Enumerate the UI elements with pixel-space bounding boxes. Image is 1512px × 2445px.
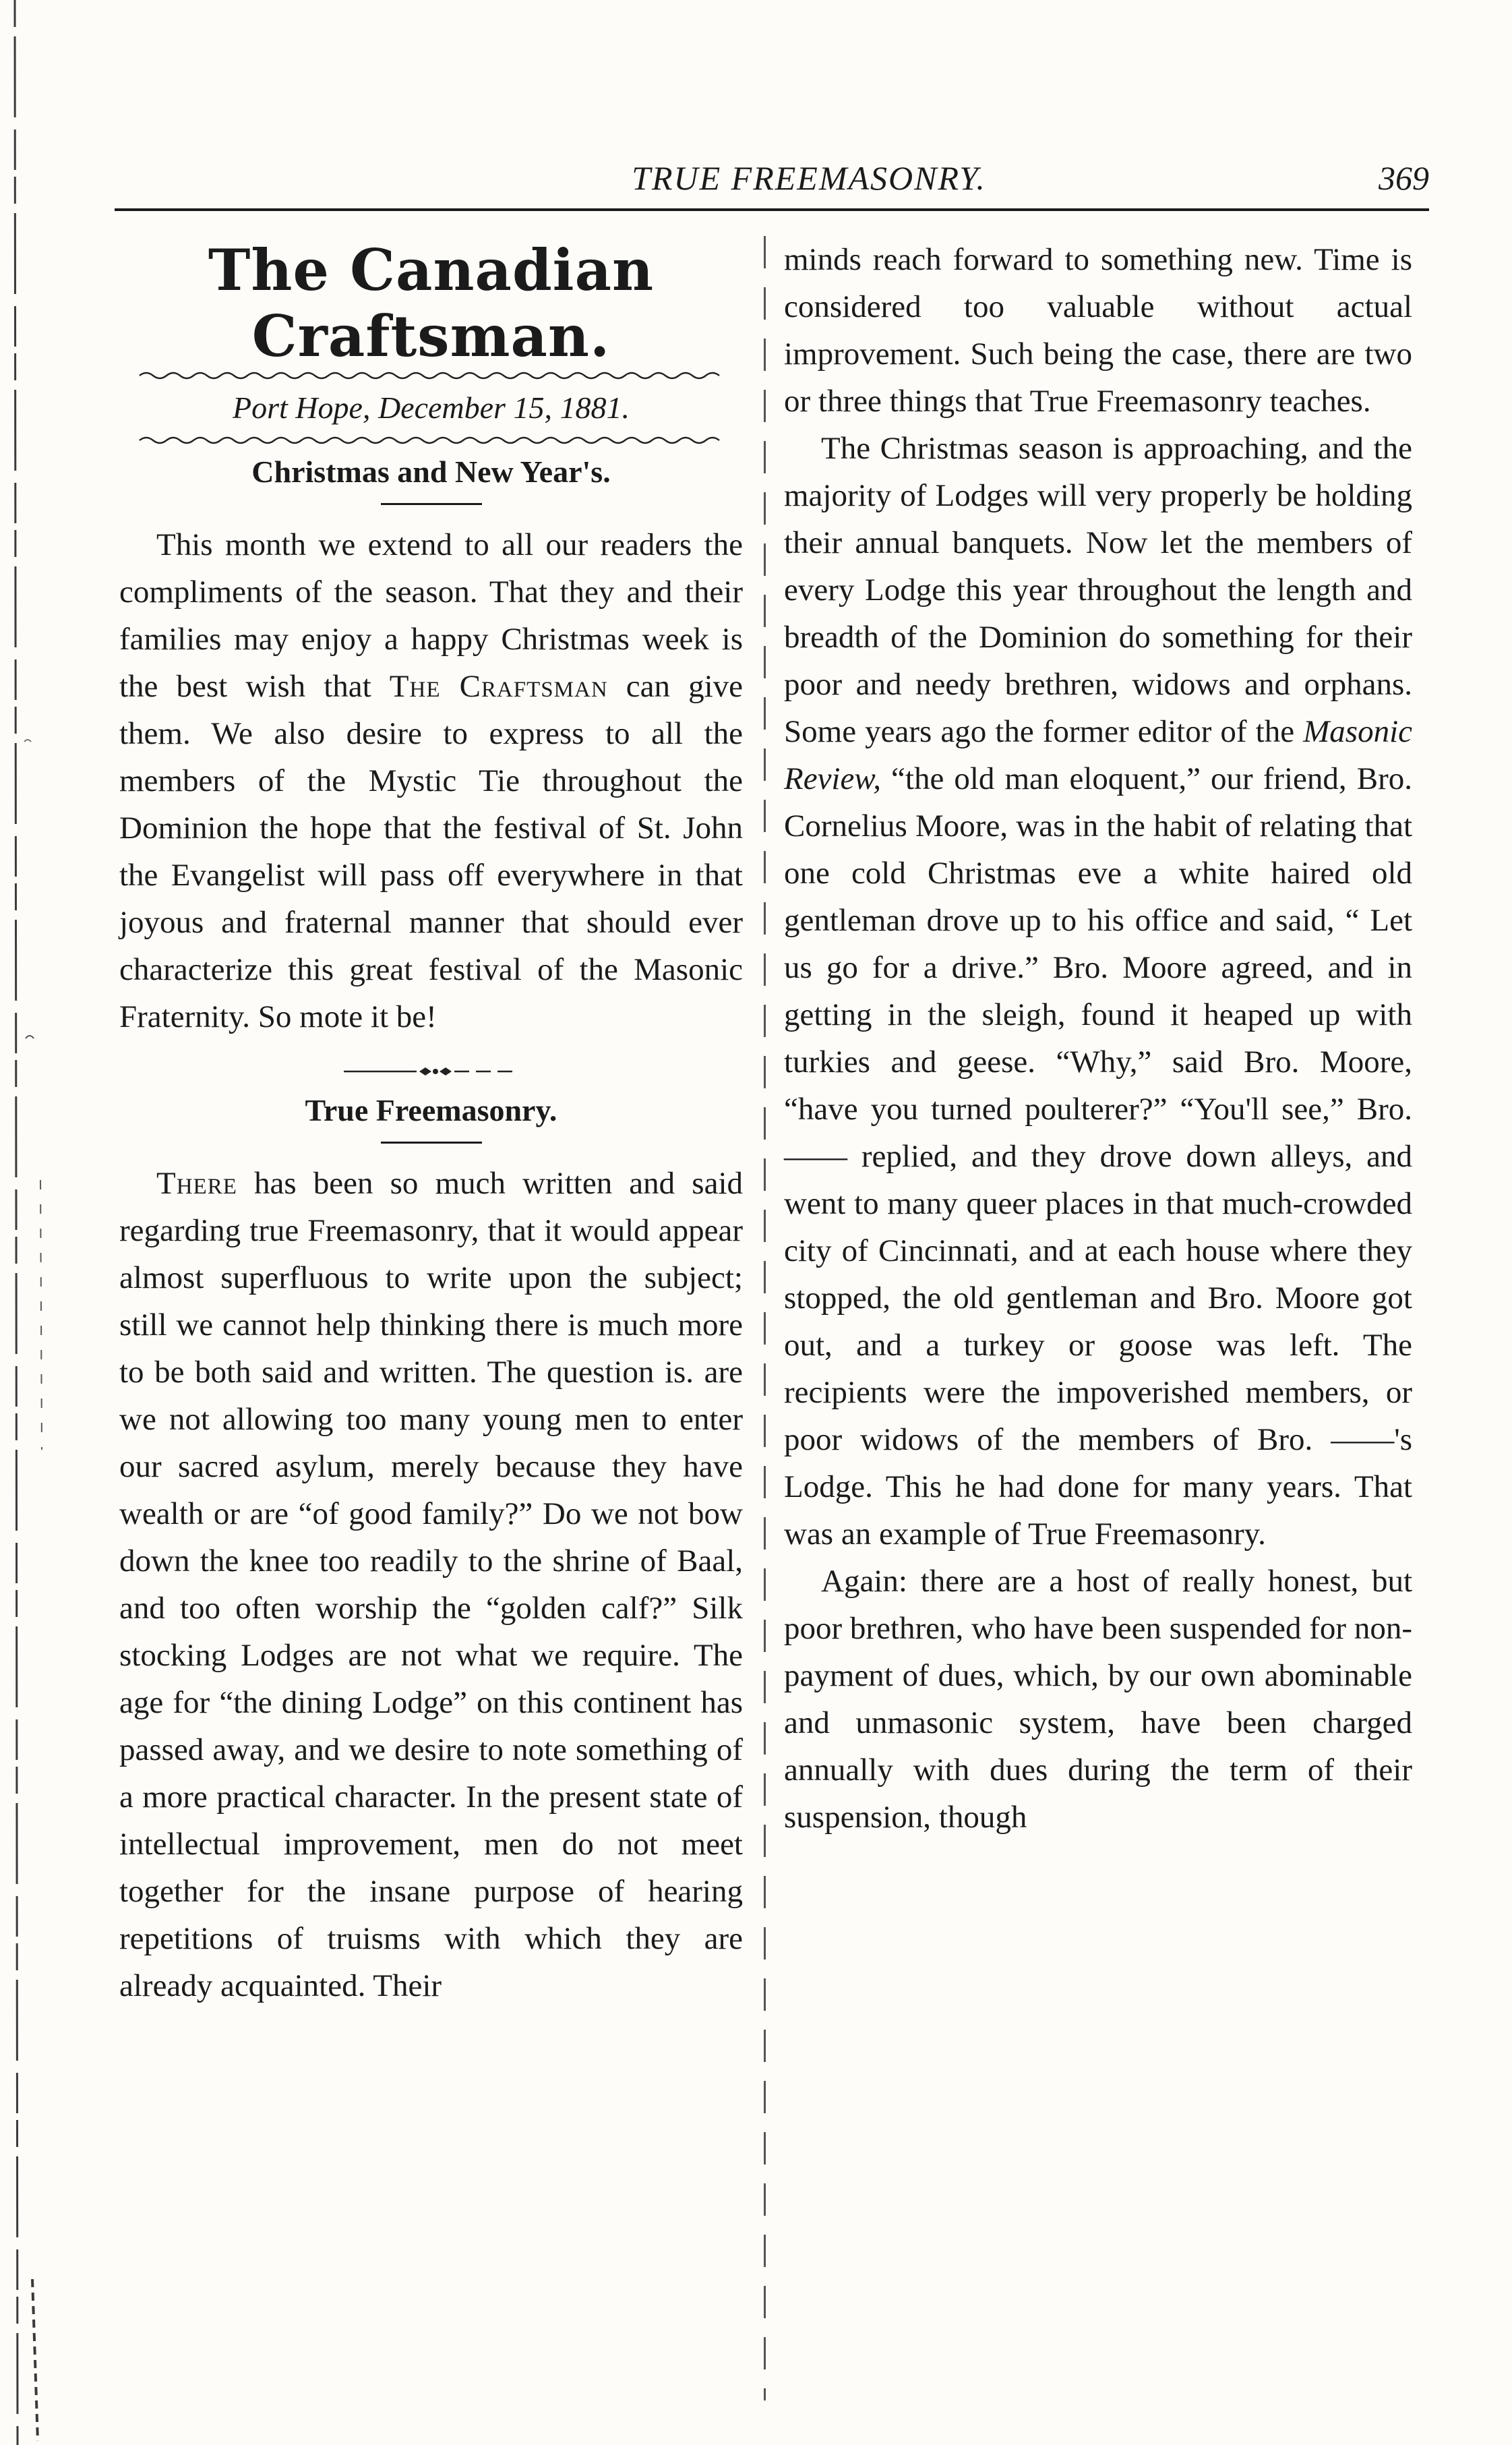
masthead-title: The Canadian Craftsman. — [208, 237, 655, 370]
article-title-christmas: Christmas and New Year's. — [251, 454, 611, 489]
text-run: has been so much written and said regarding true Freemasonry, that it would appear almost superfluous to write upon the subject; still we cannot help thinking there is much more to be both said and written. The question is. are we not allowing too many young men to enter our sacred asylum, merely because they have wealth or are “of good family?” Do we not bow down the knee too readily to the shrine of Baal, and too often worship the “golden calf?” Silk stocking Lodges are not what we require. The age for “the dining Lodge” on this continent has passed away, and we desire to note something of a more practical character. In the present state of intellectual improvement, men do not meet together for the insane purpose of hearing repetitions of truisms with which they are already acquainted. Their — [119, 1166, 743, 2003]
paragraph-continuation: minds reach forward to something new. Time is considered too valuable without actual improvement. Such being the case, there are two or three things that True Freemasonry teaches. — [784, 242, 1412, 419]
running-head — [115, 152, 1429, 212]
masonic-review-italic: Masonic Review, — [784, 714, 1412, 796]
text-run: can give them. We also desire to express to all the members of the Mystic Tie throughout the Dominion the hope that the festival of St. John the Evangelist will pass off everywhere in that joyous and fraternal manner that should ever characterize this great festival of the Masonic Fraternity. So mote it be! — [119, 669, 743, 1034]
page-number: 369 — [1379, 159, 1429, 197]
right-column — [784, 236, 1412, 1841]
wavy-rule — [119, 370, 743, 382]
craftsman-smallcaps: The Craftsman — [389, 669, 608, 704]
left-column — [119, 236, 743, 2009]
paragraph-again: Again: there are a host of really honest, but poor brethren, who have been suspended for non-payment of dues, which, by our own abominable and unmasonic system, have been charged annually with dues during the term of their suspension, though — [784, 1564, 1412, 1835]
section-ornament — [119, 1065, 743, 1078]
paragraph-true-freemasonry-1 — [119, 1160, 743, 2009]
text-run: This month we extend to all our readers the compliments of the season. That they and their families may enjoy a happy Christmas week is the best wish that — [119, 527, 743, 704]
title-rule — [381, 1142, 482, 1144]
article-title-true-freemasonry: True Freemasonry. — [305, 1093, 557, 1127]
paragraph-christmas-season — [784, 425, 1412, 1558]
binding-edge-marks — [5, 0, 66, 2445]
text-run: “the old man eloquent,” our friend, Bro. Cornelius Moore, was in the habit of relating that one cold Christmas eve a white haired old gentleman drove up to his office and said, “ Let us go for a drive.” Bro. Moore agreed, and in getting in the sleigh, found it heaped up with turkies and geese. “Why,” said Bro. Moore, “have you turned poulterer?” “You'll see,” Bro. —— replied, and they drove down alleys, and went to many queer places in that much-crowded city of Cincinnati, and at each house where they stopped, the old gentleman and Bro. Moore got out, and a turkey or goose was left. The recipients were the impoverished members, or poor widows of the members of Bro. ——'s Lodge. This he had done for many years. That was an example of True Freemasonry. — [784, 761, 1412, 1552]
paragraph-christmas — [119, 521, 743, 1040]
text-run: The Christmas season is approaching, and the majority of Lodges will very properly be holding their annual banquets. Now let the members of every Lodge this year throughout the length and breadth of the Dominion do something for their poor and needy brethren, widows and orphans. Some years ago the former editor of the — [784, 431, 1412, 749]
header-rule — [115, 208, 1429, 211]
wavy-rule-2 — [119, 434, 743, 446]
there-smallcaps: There — [156, 1166, 237, 1201]
running-title: TRUE FREEMASONRY. — [632, 159, 986, 197]
title-rule — [381, 503, 482, 505]
dateline: Port Hope, December 15, 1881. — [233, 390, 630, 425]
column-divider — [764, 236, 766, 2400]
